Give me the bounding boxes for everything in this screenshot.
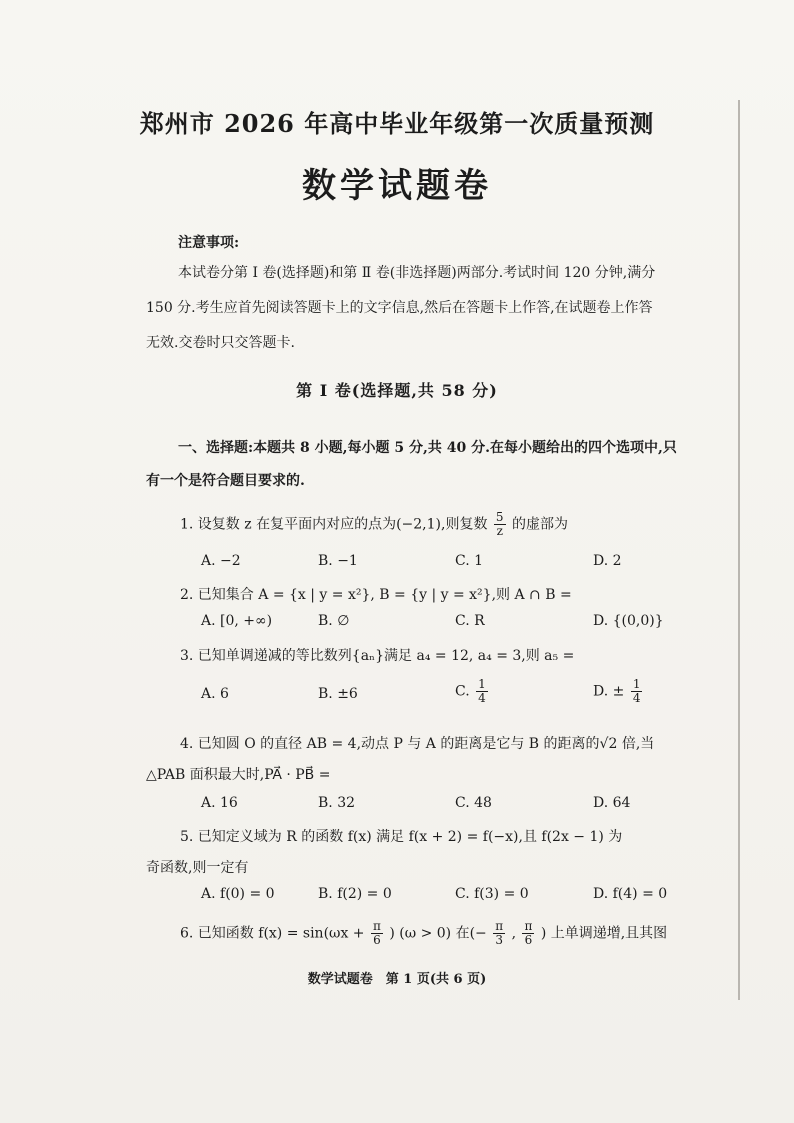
question-5-option-d: D. f(4) = 0	[593, 886, 668, 902]
question-1-text-a: 1. 设复数 z 在复平面内对应的点为(−2,1),则复数	[180, 516, 488, 533]
section-title: 第 Ⅰ 卷(选择题,共 58 分)	[296, 381, 498, 400]
question-6-text-b: ) (ω > 0) 在(−	[389, 925, 487, 942]
question-1-stem	[180, 511, 568, 538]
fraction-numerator: 1	[632, 677, 641, 691]
question-3-option-b: B. ±6	[318, 686, 358, 702]
fraction-denominator: 4	[632, 691, 641, 705]
fraction-numerator: π	[372, 919, 381, 933]
fraction-denominator: 6	[373, 933, 381, 947]
option-c-prefix: C.	[455, 683, 470, 700]
notice-heading: 注意事项:	[178, 235, 240, 251]
question-6-stem	[180, 920, 667, 947]
question-3-stem: 3. 已知单调递减的等比数列{aₙ}满足 a₄ = 12, a₄ = 3,则 a₅ =	[180, 648, 575, 664]
question-1-text-b: 的虚部为	[512, 516, 568, 533]
question-4-option-b: B. 32	[318, 795, 356, 811]
question-5-option-b: B. f(2) = 0	[318, 886, 392, 902]
question-5-stem-line2: 奇函数,则一定有	[146, 860, 249, 876]
fraction-numerator: π	[495, 919, 504, 933]
question-5-stem-line1: 5. 已知定义域为 R 的函数 f(x) 满足 f(x + 2) = f(−x),且 f(2x − 1) 为	[180, 829, 623, 845]
question-6-fraction-3	[522, 920, 534, 947]
fraction-numerator: 5	[495, 510, 504, 524]
question-4-option-a: A. 16	[201, 795, 238, 811]
question-5-option-a: A. f(0) = 0	[201, 886, 275, 902]
question-2-option-b: B. ∅	[318, 613, 350, 629]
question-1-option-a: A. −2	[201, 553, 241, 569]
part1-heading: 一、选择题:本题共 8 小题,每小题 5 分,共 40 分.在每小题给出的四个选项中,只有一个是符合题目要求的.	[146, 440, 677, 489]
question-3-option-a: A. 6	[201, 686, 229, 702]
exam-subtitle: 数学试题卷	[302, 166, 492, 206]
question-4-option-c: C. 48	[455, 795, 492, 811]
page-edge-line	[738, 100, 740, 1000]
fraction-denominator: 4	[478, 691, 486, 705]
notice-body: 本试卷分第 Ⅰ 卷(选择题)和第 Ⅱ 卷(非选择题)两部分.考试时间 120 分钟,满分 150 分.考生应首先阅读答题卡上的文字信息,然后在答题卡上作答,在试题卷上作答无效.交卷时只交答题卡.	[146, 265, 656, 351]
question-6-text-c: ,	[511, 925, 517, 942]
option-d-prefix: D. ±	[593, 683, 625, 700]
fraction-denominator: 3	[495, 933, 503, 947]
question-6-fraction-2	[493, 920, 505, 947]
option-c-fraction	[476, 678, 488, 705]
page-footer: 数学试题卷 第 1 页(共 6 页)	[307, 972, 487, 987]
question-4-stem-line2: △PAB 面积最大时,PA⃗ · PB⃗ =	[146, 767, 331, 783]
fraction-denominator: 6	[524, 933, 533, 947]
question-4-option-d: D. 64	[593, 795, 631, 811]
question-3-option-d	[593, 678, 644, 705]
question-1-option-d: D. 2	[593, 553, 622, 569]
question-2-option-a: A. [0, +∞)	[201, 613, 273, 629]
exam-title: 郑州市 2026 年高中毕业年级第一次质量预测	[139, 109, 655, 138]
question-1-option-c: C. 1	[455, 553, 484, 569]
fraction-numerator: 1	[478, 677, 486, 691]
question-2-option-d: D. {(0,0)}	[593, 613, 664, 629]
fraction-denominator: z	[496, 524, 503, 538]
question-6-text-a: 6. 已知函数 f(x) = sin(ωx +	[180, 925, 365, 942]
question-4-stem-line1: 4. 已知圆 O 的直径 AB = 4,动点 P 与 A 的距离是它与 B 的距离的√2 倍,当	[180, 736, 655, 752]
question-6-text-d: ) 上单调递增,且其图	[540, 925, 668, 942]
question-6-fraction-1	[371, 920, 383, 947]
question-2-option-c: C. R	[455, 613, 485, 629]
question-1-option-b: B. −1	[318, 553, 358, 569]
fraction-numerator: π	[524, 919, 533, 933]
question-2-stem: 2. 已知集合 A = {x | y = x²}, B = {y | y = x²},则 A ∩ B =	[180, 587, 572, 603]
question-1-fraction	[494, 511, 506, 538]
question-5-option-c: C. f(3) = 0	[455, 886, 529, 902]
question-3-option-c	[455, 678, 490, 705]
option-d-fraction	[631, 678, 643, 705]
